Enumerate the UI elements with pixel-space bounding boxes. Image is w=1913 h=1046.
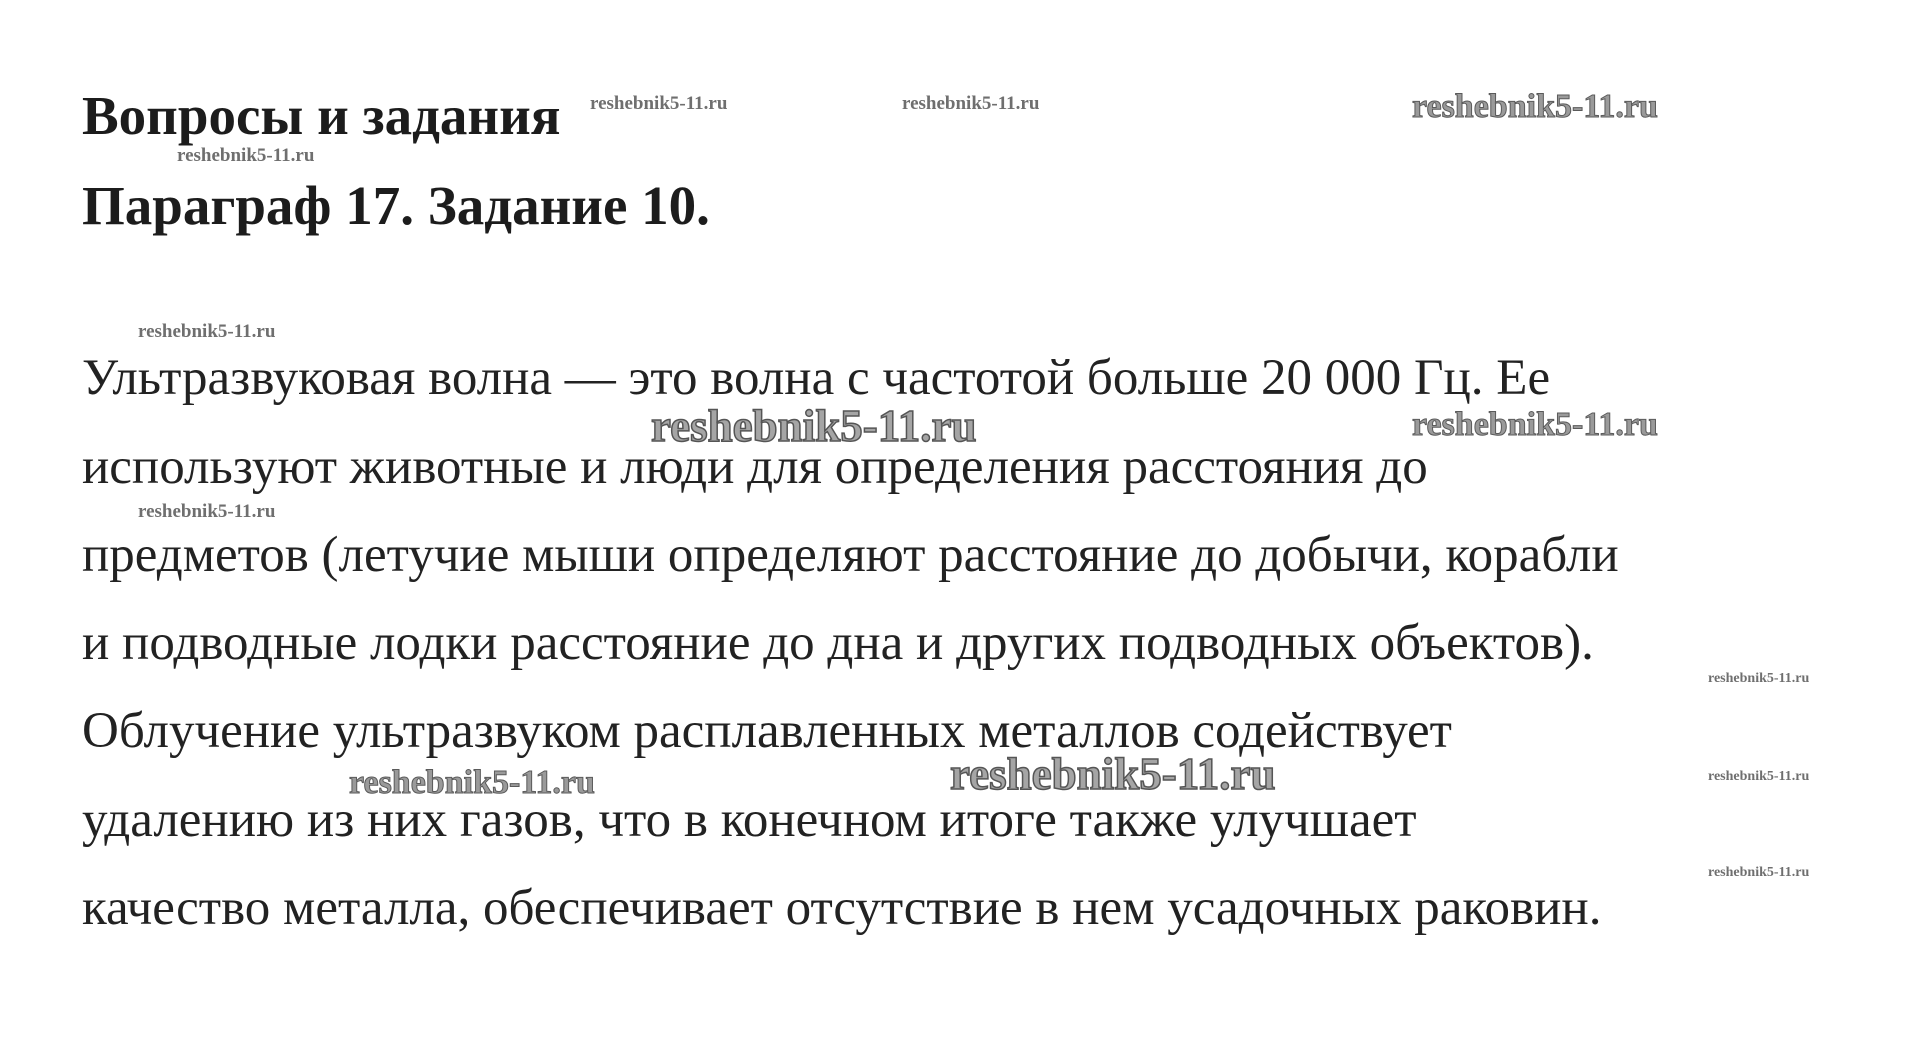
watermark: reshebnik5-11.ru: [1708, 865, 1810, 880]
watermark: reshebnik5-11.ru: [1412, 406, 1658, 443]
watermark: reshebnik5-11.ru: [950, 749, 1276, 799]
watermark: reshebnik5-11.ru: [590, 93, 728, 114]
task-heading: Параграф 17. Задание 10.: [82, 175, 710, 236]
body-line-5: Облучение ультразвуком расплавленных металлов содействует: [82, 703, 1452, 759]
watermark: reshebnik5-11.ru: [1412, 88, 1658, 125]
watermark: reshebnik5-11.ru: [138, 321, 276, 342]
watermark: reshebnik5-11.ru: [177, 145, 315, 166]
watermark: reshebnik5-11.ru: [138, 501, 276, 522]
body-line-7: качество металла, обеспечивает отсутствие в нем усадочных раковин.: [82, 880, 1602, 936]
body-line-3: предметов (летучие мыши определяют расстояние до добычи, корабли: [82, 527, 1619, 583]
section-heading: Вопросы и задания: [82, 85, 561, 146]
watermark: reshebnik5-11.ru: [651, 401, 977, 451]
watermark: reshebnik5-11.ru: [902, 93, 1040, 114]
watermark: reshebnik5-11.ru: [1708, 671, 1810, 686]
watermark: reshebnik5-11.ru: [1708, 769, 1810, 784]
body-line-6: удалению из них газов, что в конечном итоге также улучшает: [82, 792, 1417, 848]
body-line-1: Ультразвуковая волна — это волна с частотой больше 20 000 Гц. Ее: [82, 350, 1551, 406]
body-line-4: и подводные лодки расстояние до дна и других подводных объектов).: [82, 615, 1594, 671]
watermark: reshebnik5-11.ru: [349, 764, 595, 801]
body-line-2: используют животные и люди для определения расстояния до: [82, 439, 1428, 495]
